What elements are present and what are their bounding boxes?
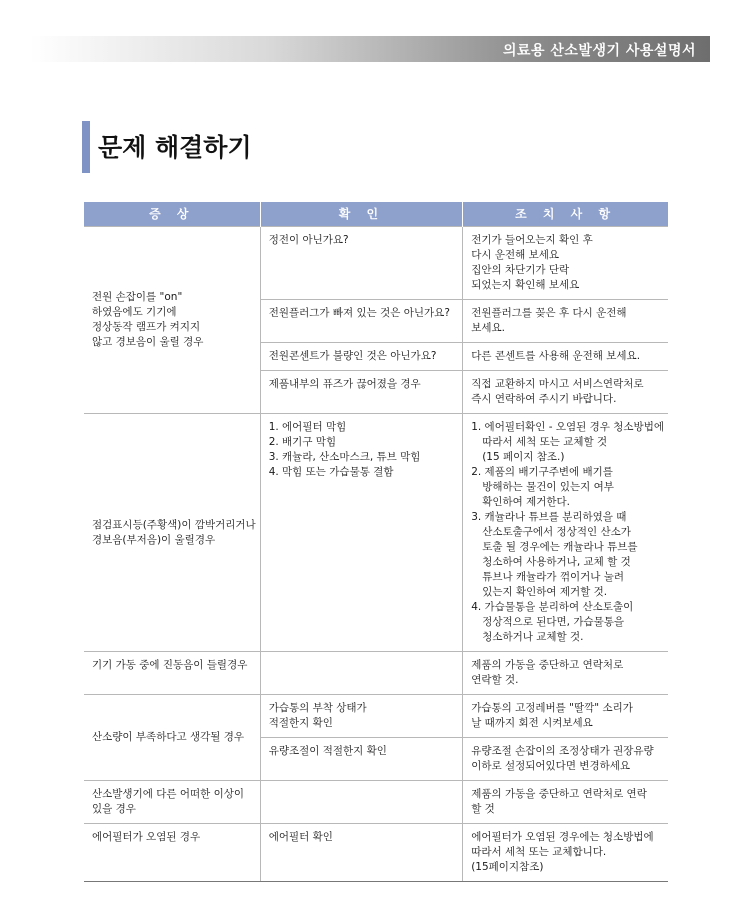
action-line: 유량조절 손잡이의 조정상태가 권장유량 [471,745,654,757]
action-line: 날 때까지 회전 시켜보세요 [471,717,593,729]
symptom-line: 정상동작 램프가 켜지지 [92,321,201,333]
action-line: 정상적으로 된다면, 가습물통을 [482,616,625,628]
action-cell [463,824,668,882]
action-line: 4. 가습물통을 분리하여 산소토출이 [471,601,634,613]
symptom-cell [84,824,260,882]
action-line: 산소토출구에서 정상적인 산소가 [482,526,631,538]
action-line: 가습통의 고정레버를 "딸깍" 소리가 [471,702,633,714]
action-cell [463,738,668,781]
action-line: 이하로 설정되어있다면 변경하세요 [471,760,631,772]
action-line: 따라서 세척 또는 교체할 것 [482,436,608,448]
check-line: 적절한지 확인 [268,717,333,729]
check-cell [260,738,463,781]
symptom-line: 경보음(부저음)이 울릴경우 [92,533,216,546]
action-line: 되었는지 확인해 보세요 [471,279,580,291]
table-header-row [84,202,668,227]
check-cell [260,300,463,343]
action-line: (15 페이지 참조.) [482,451,565,463]
symptom-cell [84,652,260,695]
table-row [84,227,668,300]
check-cell [260,695,463,738]
table-row [84,824,668,882]
check-cell [260,414,463,652]
table-row [84,414,668,652]
symptom-line: 전원 손잡이를 "on" [92,291,183,303]
check-line: 가습통의 부착 상태가 [268,702,367,714]
check-line: 4. 막힘 또는 가습물통 결함 [268,466,394,478]
action-line: 전기가 들어오는지 확인 후 [471,234,593,246]
action-line: 청소하여 사용하거나, 교체 할 것 [482,556,631,568]
action-line: 토출 될 경우에는 캐뉼라나 튜브를 [482,541,638,553]
action-cell [463,781,668,824]
check-line: 3. 캐뉼라, 산소마스크, 튜브 막힘 [268,451,421,463]
action-cell [463,227,668,300]
action-line: 있는지 확인하여 제거할 것. [482,586,608,598]
action-line: 집안의 차단기가 단락 [471,264,570,276]
troubleshooting-table [84,202,668,882]
action-line: 따라서 세척 또는 교체합니다. [471,846,607,858]
symptom-line: 하였음에도 기기에 [92,306,177,318]
action-line: 청소하거나 교체할 것. [482,631,584,643]
action-line: 확인하여 제거한다. [482,496,571,508]
symptom-cell [84,227,260,414]
column-header-action: 조 치 사 항 [463,202,668,227]
action-cell [463,414,668,652]
action-cell [463,300,668,343]
check-line: 2. 배기구 막힘 [268,436,337,448]
action-line: 1. 에어필터확인 - 오염된 경우 청소방법에 [471,421,664,433]
symptom-line: 않고 경보음이 울릴 경우 [92,336,204,348]
symptom-cell [84,781,260,824]
check-line: 제품내부의 퓨즈가 끊어졌을 경우 [268,378,421,390]
symptom-line: 에어필터가 오염된 경우 [92,831,201,843]
action-line: 제품의 가동을 중단하고 연락처로 연락 [471,788,647,800]
action-line: 제품의 가동을 중단하고 연락처로 [471,659,624,671]
check-cell [260,781,463,824]
column-header-symptom: 증 상 [84,202,260,227]
symptom-cell [84,695,260,781]
action-line: 다시 운전해 보세요 [471,249,560,261]
check-line: 1. 에어필터 막힘 [268,421,347,433]
action-line: (15페이지참조) [471,861,544,873]
action-line: 2. 제품의 배기구주변에 배기를 [471,466,613,478]
check-line: 전원콘센트가 불량인 것은 아닌가요? [268,350,437,362]
action-line: 연락할 것. [471,674,519,686]
check-cell [260,343,463,371]
check-cell [260,652,463,695]
action-line: 3. 캐뉼라나 튜브를 분리하였을 때 [471,511,627,523]
symptom-line: 기기 가동 중에 진동음이 들릴경우 [92,659,248,671]
check-cell [260,371,463,414]
table-row [84,652,668,695]
action-line: 에어필터가 오염된 경우에는 청소방법에 [471,831,654,843]
action-cell [463,652,668,695]
action-line: 직접 교환하지 마시고 서비스연락처로 [471,378,644,390]
action-line: 튜브나 캐뉼라가 꺾이거나 눌려 [482,571,625,583]
table-row [84,781,668,824]
symptom-line: 점검표시등(주황색)이 깜박거리거나 [92,518,256,531]
action-cell [463,343,668,371]
table-row [84,695,668,738]
symptom-line: 산소발생기에 다른 어떠한 이상이 [92,788,245,800]
document-title: 의료용 산소발생기 사용설명서 [502,43,696,59]
action-cell [463,695,668,738]
action-line: 전원플러그를 꽂은 후 다시 운전해 [471,307,627,319]
header-band [30,36,710,62]
symptom-cell [84,414,260,652]
check-cell [260,824,463,882]
page-title: 문제 해결하기 [98,133,252,162]
check-line: 유량조절이 적절한지 확인 [268,745,387,757]
action-line: 다른 콘센트를 사용해 운전해 보세요. [471,350,641,362]
symptom-line: 있을 경우 [92,803,136,815]
check-line: 전원플러그가 빠져 있는 것은 아닌가요? [268,307,450,319]
symptom-line: 산소량이 부족하다고 생각될 경우 [92,731,245,743]
action-line: 방해하는 물건이 있는지 여부 [482,481,614,493]
section-marker [82,121,90,173]
check-line: 에어필터 확인 [268,831,333,843]
action-line: 할 것 [471,803,495,815]
check-line: 정전이 아닌가요? [268,234,349,246]
action-cell [463,371,668,414]
column-header-check: 확 인 [260,202,463,227]
check-cell [260,227,463,300]
action-line: 즉시 연락하여 주시기 바랍니다. [471,393,617,405]
action-line: 보세요. [471,322,505,334]
